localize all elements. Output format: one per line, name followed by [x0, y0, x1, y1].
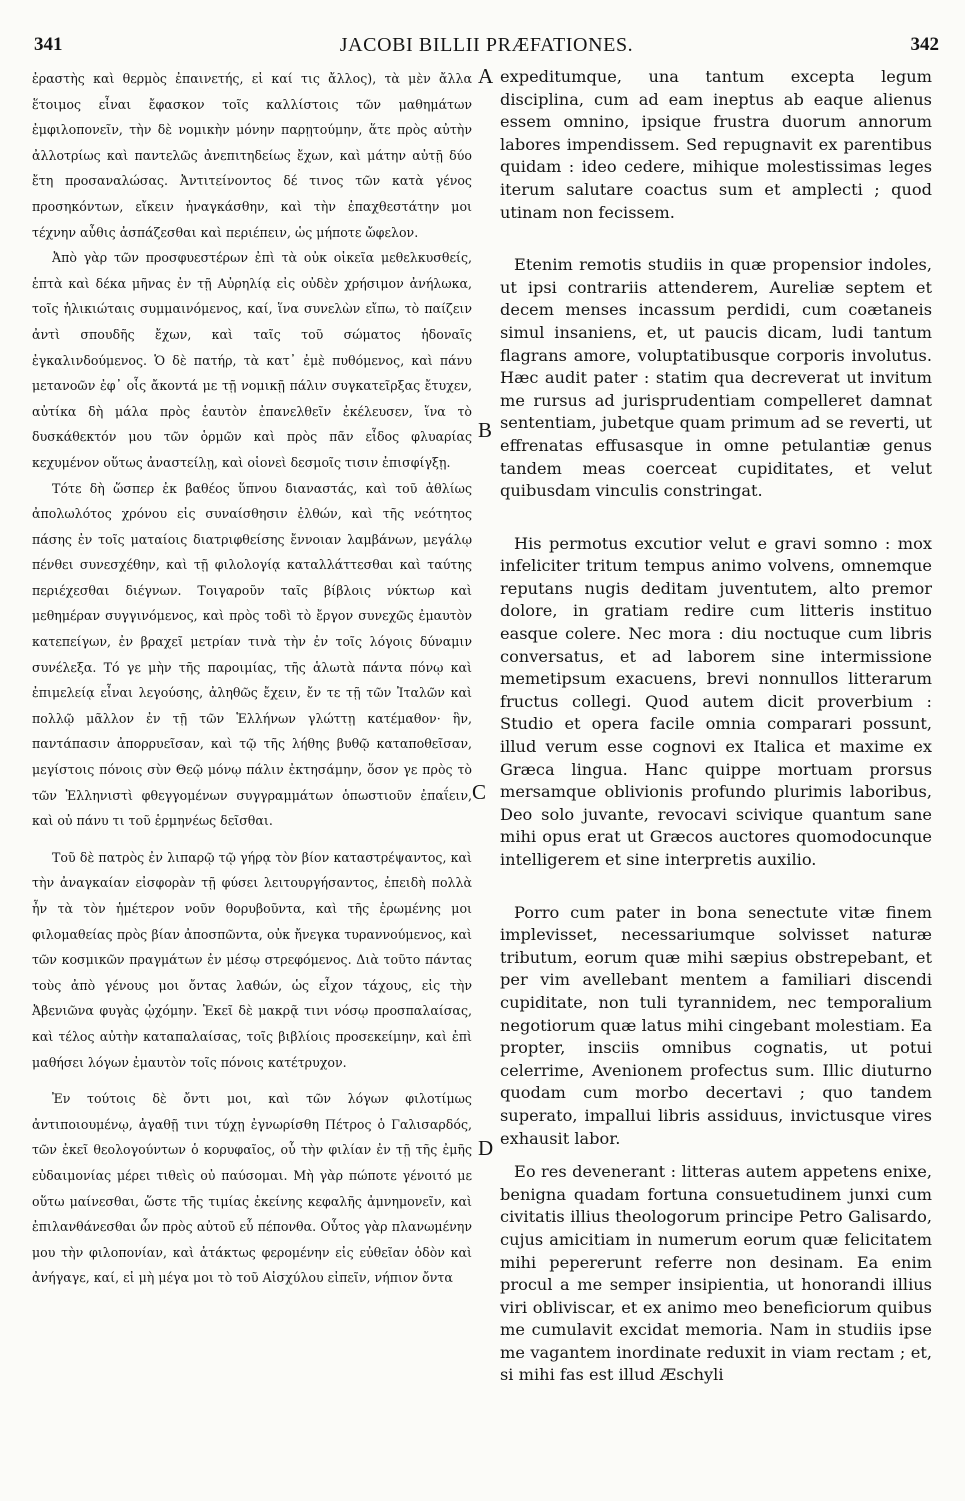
greek-paragraph: Τοῦ δὲ πατρὸς ἐν λιπαρῷ τῷ γήρᾳ τὸν βίον καταστρέψαντος, καὶ τὴν ἀναγκαίαν εἰσφορὰν τῇ φύσει λειτουργήσαντος, ἐπειδὴ πολλὰ ἦν τὰ τὸν ἡμέτερον νοῦν θορυβοῦντα, καὶ τῆς ἐρωμένης μοι φιλομαθείας πρὸς βίαν ἀποσπῶντα, οὐκ ἤνεγκα τυραννούμενος, καὶ τῶν κοσμικῶν πραγμάτων ἐν μέσῳ στρεφόμενος. Διὰ τοῦτο πάντας τοὺς ἀπὸ γένους μοι ὄντας λαθών, ὡς εἶχον τάχους, εἰς τὴν Ἀβενιῶνα φυγὰς ᾠχόμην. Ἐκεῖ δὲ μακρᾷ τινι νόσῳ προσπαλαίσας, καὶ τέλος αὐτὴν καταπαλαίσας, τοῖς βιβλίοις προσεκείμην, καὶ ἐπὶ μαθήσει λόγων ἐμαυτὸν τοῖς πόνοις κατέτρυχον.: [32, 849, 472, 1070]
page-number-right: 342: [910, 34, 939, 55]
greek-column: [32, 66, 472, 1291]
section-marker-d: D: [478, 1136, 494, 1160]
latin-paragraph: Etenim remotis studiis in quæ propensior indoles, ut ipsi contrariis attenderem, Aureliæ septem et decem menses incassum perdidi, cum coætaneis simul insaniens, et, ut paucis dicam, ludi tantum flagrans amore, voluptatibusque corporis involutus. Hæc audit pater : statim qua decreverat ut invitum me rursus ad jurisprudentiam compelleret damnat sententiam, jubetque quam primum ad se reverti, ut effrenatas effusasque in omne petulantiæ genus tandem meas coerceat cupiditates, et velut quibusdam vinculis constringat.: [500, 255, 932, 501]
latin-paragraph: Eo res devenerant : litteras autem appetens enixe, benigna quadam fortuna consuetudinem junxi cum civitatis illius theologorum principe Petro Galisardo, cujus amicitiam in numerum eorum quæ felicitatem mihi pepererunt referre non desinam. Ea enim procul a me semper insipientia, ut honorandi illius viri obliviscar, et ex animo meo beneficiorum quibus me cumulavit excidat memoria. Nam in studiis ipse me vagantem inordinate reduxit in viam rectam ; et, si mihi fas est illud Æschyli: [500, 1162, 932, 1385]
greek-paragraph: Ἐν τούτοις δὲ ὄντι μοι, καὶ τῶν λόγων φιλοτίμως ἀντιποιουμένῳ, ἀγαθῇ τινι τύχῃ ἐγνωρίσθη Πέτρος ὁ Γαλισαρδός, τῶν ἐκεῖ θεολογούντων ὁ κορυφαῖος, οὗ τὴν φιλίαν ἐν τῇ τῆς ἐμῆς εὐδαιμονίας μέρει τιθεὶς οὐ παύσομαι. Μὴ γὰρ πώποτε γένοιτό με οὕτω μαίνεσθαι, ὥστε τῆς τιμίας ἐκείνης κεφαλῆς ἀμνημονεῖν, καὶ ἐπιλανθάνεσθαι ὧν πρὸς αὐτοῦ εὖ πέπονθα. Οὗτος γὰρ πλανωμένην μου τὴν φιλοπονίαν, καὶ ἀτάκτως φερομένην εἰς εὐθεῖαν ὁδὸν καὶ ἀνήγαγε, καί, εἰ μὴ μέγα μοι τὸ τοῦ Αἰσχύλου εἰπεῖν, νήπιον ὄντα: [32, 1091, 472, 1286]
latin-paragraph: His permotus excutior velut e gravi somno : mox infeliciter tritum tempus animo volvens, omnemque reputans nugis deditam juventutem, alto premor dolore, in gratiam redire cum litteris instituo easque colere. Nec mora : diu noctuque cum libris conversatus, et ad laborem sine intermissione memetipsum exacuens, brevi nonnullos litterarum fructus collegi. Quod autem dicit proverbium : Studio et opera facile omnia comparari possunt, illud verum esse cognovi ex Italica et maxime ex Græca lingua. Hanc quippe mortuam prorsus mersamque oblivionis profundo plurimis laboribus, Deo solo juvante, revocavi scivique quantum sane mihi opus erat ut Græcos auctores quomodocunque intelligerem et sine interpretis auxilio.: [500, 533, 932, 869]
section-marker-a: A: [478, 64, 494, 88]
greek-paragraph: Τότε δὴ ὥσπερ ἐκ βαθέος ὕπνου διαναστάς, καὶ τοῦ ἀθλίως ἀπολωλότος χρόνου εἰς συναίσθησιν ἐλθών, καὶ τῆς νεότητος πάσης ἐν τοῖς ματαίοις διατριφθείσης ἔννοιαν λαμβάνων, μεγάλῳ πένθει συνεσχέθην, καὶ τῇ φιλολογίᾳ καταλλάττεσθαι καὶ ταύτης περιέχεσθαι διέγνων. Τοιγαροῦν ταῖς βίβλοις νύκτωρ καὶ μεθημέραν συγγινόμενος, καὶ πρὸς τοδὶ τὸ ἔργον συνεχῶς ἐμαυτὸν κατεπείγων, ἐν βραχεῖ μετρίαν τινὰ τὴν ἐν τοῖς λόγοις δύναμιν συνέλεξα. Τό γε μὴν τῆς παροιμίας, τῆς ἁλωτὰ πάντα πόνῳ καὶ ἐπιμελείᾳ εἶναι λεγούσης, ἀληθῶς ἔχειν, ἔν τε τῇ τῶν Ἰταλῶν καὶ πολλῷ μᾶλλον ἐν τῇ τῶν Ἑλλήνων γλώττῃ κατέμαθον· ἣν, παντάπασιν ἀπορρυεῖσαν, καὶ τῷ τῆς λήθης βυθῷ καταποθεῖσαν, μεγίστοις πόνοις σὺν Θεῷ μόνῳ πάλιν ἐκτησάμην, ὅσον γε πρὸς τὸ τῶν Ἑλληνιστὶ φθεγγομένων συγγραμμάτων ὁπωστιοῦν ἐπαΐειν, καὶ οὐ πάνυ τι τοῦ ἑρμηνέως δεῖσθαι.: [32, 480, 472, 829]
greek-paragraph: ἐραστὴς καὶ θερμὸς ἐπαινετής, εἰ καί τις ἄλλος), τὰ μὲν ἄλλα ἕτοιμος εἶναι ἔφασκον τοῖς καλλίστοις τῶν μαθημάτων ἐμφιλοπονεῖν, τὴν δὲ νομικὴν μόνην παρῃτούμην, ἅτε πρὸς αὐτὴν ἀλλοτρίως καὶ παντελῶς ἀνεπιτηδείως ἔχων, καὶ μάτην αὐτῇ δύο ἔτη προσαναλώσας. Ἀντιτείνοντος δέ τινος τῶν κατὰ γένος προσηκόντων, εἴκειν ἠναγκάσθην, καὶ τὴν ἐπαχθεστάτην μοι τέχνην αὖθις ἀσπάζεσθαι καὶ περιέπειν, ὡς μήποτε ὤφελον.: [32, 71, 472, 240]
section-marker-b: B: [478, 418, 493, 442]
latin-paragraph: expeditumque, una tantum excepta legum disciplina, cum ad eam ineptus ab eaque alienus essem omnino, ipsique frustra duorum annorum labores impendissem. Sed repugnavit ex parentibus quidam : ideo cedere, mihique molestissimas leges iterum salutare coactus sum et amplecti ; quod utinam non fecissem.: [500, 67, 932, 222]
page-number-left: 341: [34, 34, 63, 55]
latin-paragraph: Porro cum pater in bona senectute vitæ finem implevisset, necessariumque solvisset naturæ tributum, eorum quæ mihi sæpius obstrepebant, et per vim avellebant mentem a familiari discendi cupiditate, non tuli tyrannidem, nec temporalium negotiorum quæ latus mihi cingebant molestiam. Ea propter, insciis omnibus cognatis, ut potui celerrime, Avenionem profectus sum. Illic diuturno quodam cum morbo decertavi ; quo tandem superato, impallui libris assiduus, invictusque vires exhausit labor.: [500, 902, 932, 1148]
greek-paragraph: Ἀπὸ γὰρ τῶν προσφυεστέρων ἐπὶ τὰ οὐκ οἰκεῖα μεθελκυσθείς, ἑπτὰ καὶ δέκα μῆνας ἐν τῇ Αὐρηλίᾳ εἰς οὐδὲν χρήσιμον ἀνήλωκα, τοῖς ἡλικιώταις συμμαινόμενος, καί, ἵνα συνελὼν εἴπω, τὸ παίζειν ἀντὶ σπουδῆς ἔχων, καὶ ταῖς τοῦ σώματος ἡδοναῖς ἐγκαλινδούμενος. Ὁ δὲ πατήρ, τὰ κατ᾽ ἐμὲ πυθόμενος, καὶ πάνυ μετανοῶν ἐφ᾽ οἷς ἄκοντά με τῇ νομικῇ πάλιν συγκατεῖρξας ἔτυχεν, αὐτίκα δὴ μάλα πρὸς ἑαυτὸν ἐπανελθεῖν ἐκέλευσεν, ἵνα τὸ δυσκάθεκτόν μου τῶν ὁρμῶν καὶ πρὸς πᾶν εἶδος φλυαρίας κεχυμένον οὕτως ἀναστείλῃ, καὶ οἱονεὶ δεσμοῖς τισιν ἐπισφίγξῃ.: [32, 250, 472, 470]
latin-column: [500, 66, 932, 1387]
running-header: [34, 30, 939, 64]
running-title: JACOBI BILLII PRÆFATIONES.: [339, 34, 634, 56]
section-marker-c: C: [472, 780, 487, 804]
